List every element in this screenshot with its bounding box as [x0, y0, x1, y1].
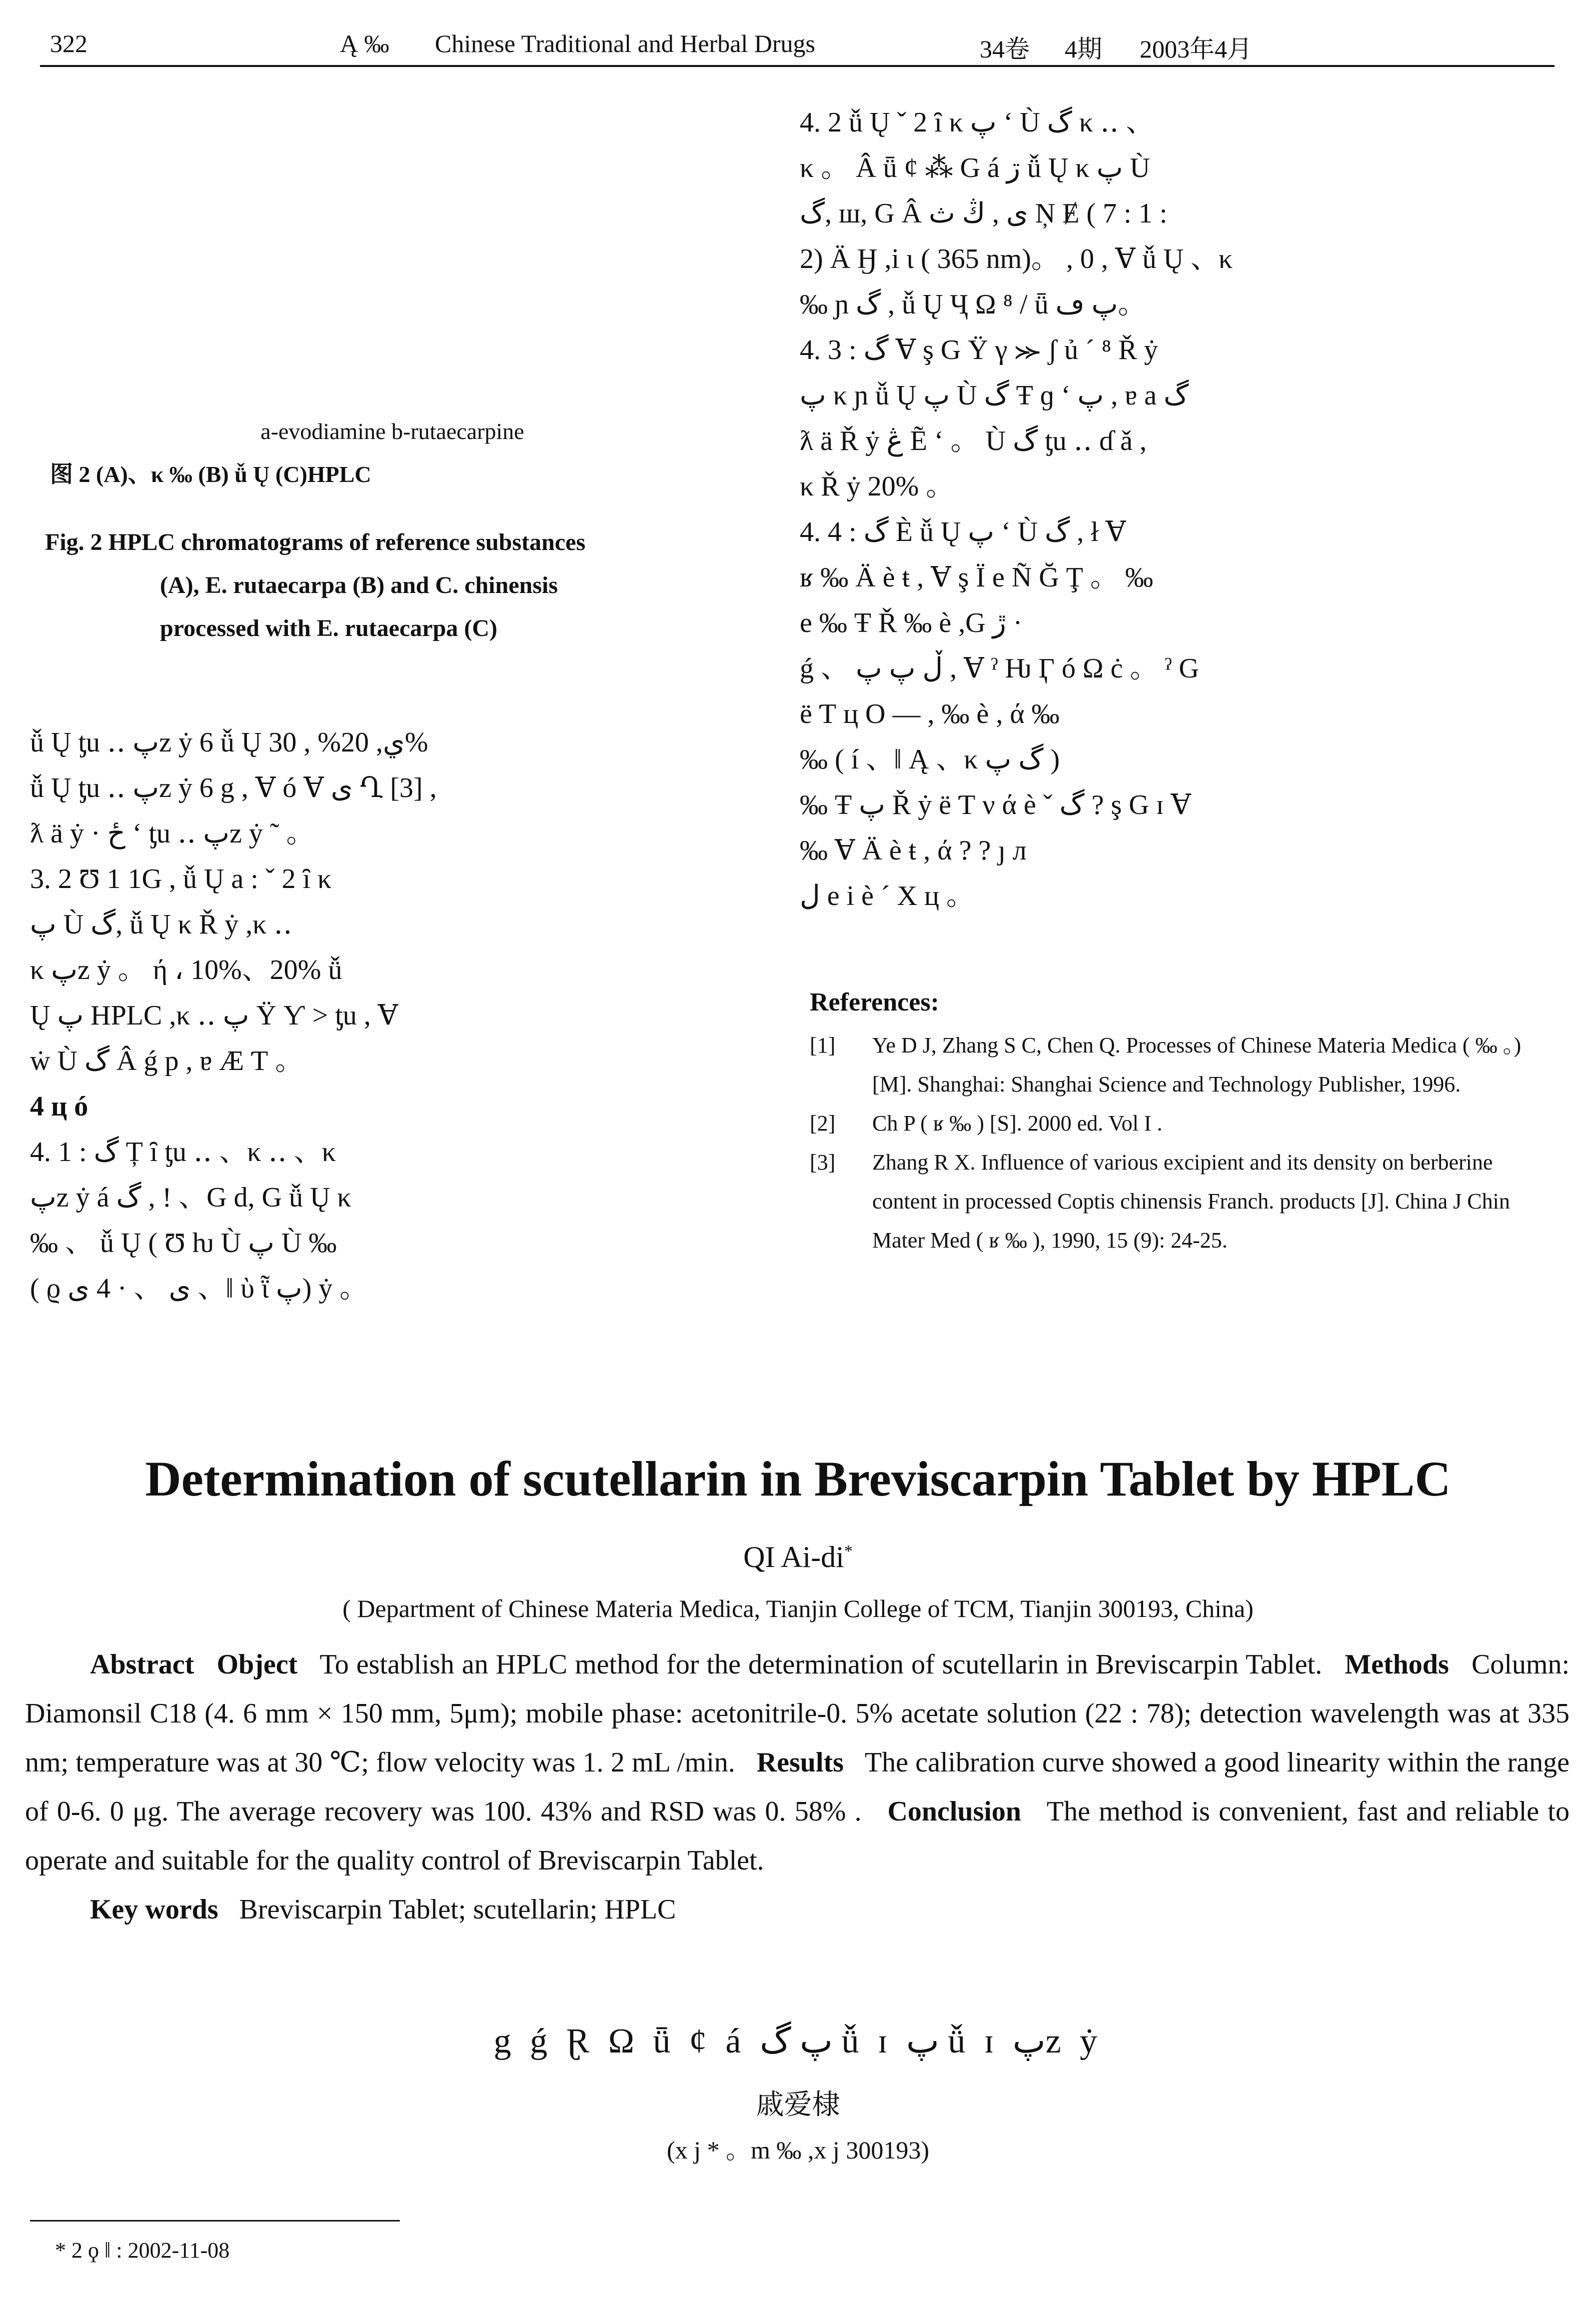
section-heading: 4 ц ó — [30, 1091, 88, 1122]
references-heading: References: — [810, 988, 939, 1016]
footnote-divider — [30, 2220, 400, 2222]
date: 2003年4月 — [1140, 35, 1252, 63]
reference-text: Zhang R X. Influence of various excipient and its density on berberine content in processed Coptis chinensis Franch. products [J]. China J Chin Mater Med ( ʁ ‰ ), 1990, 15 (9): 24-25. — [872, 1150, 1510, 1252]
figure-2-caption — [30, 410, 755, 650]
author-mark: * — [844, 1542, 853, 1560]
reference-number: [2] — [810, 1111, 836, 1136]
paragraph-line: ǚ Ų ƫu ‥ پz ẏ 6 g , Ɐ ó Ɐ ی Ղ [3] , — [30, 772, 437, 804]
paragraph-line: ‰ Ɐ Ä è ŧ , ά ? ? ȷ л — [800, 835, 1027, 866]
footnote: * 2 ϙ ‖ : 2002-11-08 — [55, 2238, 230, 2262]
conclusion-label: Conclusion — [887, 1796, 1022, 1827]
reference-text: Ye D J, Zhang S C, Chen Q. Processes of Chinese Materia Medica ( ‰ 。) [M]. Shanghai: Shanghai Science and Technology Publisher, 1996. — [872, 1033, 1522, 1096]
page-number: 322 — [50, 30, 87, 58]
reference-item — [810, 1104, 1550, 1143]
article-title: Determination of scutellarin in Breviscarpin Tablet by HPLC — [145, 1451, 1451, 1506]
paragraph-line: e ‰ Ŧ Ř ‰ è ,G ڙ · — [800, 608, 1023, 638]
article-author — [0, 1540, 1596, 1574]
paragraph-line: κ Ř ẏ 20% 。 — [800, 471, 954, 502]
right-column-text — [800, 100, 1550, 919]
methods-text: Column: Diamonsil C18 (4. 6 mm × 150 mm, 5μm); mobile phase: acetonitrile-0. 5% acetate solution (22 : 78); detection wavelength was at 335 nm; temperature was at 30 ℃; flow velocity was 1. 2 mL /min. — [25, 1649, 1570, 1778]
reference-text: Ch P ( ʁ ‰ ) [S]. 2000 ed. Vol I . — [872, 1111, 1163, 1136]
left-column-text — [30, 720, 755, 1312]
paragraph-line: ʁ ‰ Ä è ŧ , Ɐ ş Ï e Ñ Ğ Ţ 。 ‰ — [800, 562, 1153, 593]
abstract-label: Abstract — [90, 1649, 194, 1680]
paragraph-line: ǵ 、 ڵ پ پ , Ɐ ˀ Ƕ Ӷ ó Ω ċ 。 ˀ G — [800, 653, 1199, 684]
chinese-author: 戚爱棣 — [756, 2088, 840, 2121]
conclusion-text: The method is convenient, fast and reliable to operate and suitable for the quality control of Breviscarpin Tablet. — [25, 1796, 1570, 1876]
figure-caption-en-3: processed with E. rutaecarpa (C) — [160, 615, 498, 642]
paragraph-line: ẇ Ù گ Â ǵ p , ɐ Æ Ƭ 。 — [30, 1046, 303, 1076]
paragraph-line: 3. 2 Ʊ 1 1G , ǚ Ų a : ˇ 2 ȋ κ — [30, 864, 332, 894]
object-text: To establish an HPLC method for the determination of scutellarin in Breviscarpin Tablet. — [319, 1649, 1323, 1680]
issue: 4期 — [1065, 35, 1102, 63]
paragraph-line: ‰ Ŧ پ Ř ẏ ë Ƭ ν ά è ˇ گ ? ş G ɪ Ɐ — [800, 790, 1191, 820]
journal-cn: Ą ‰ — [340, 30, 389, 58]
results-label: Results — [756, 1747, 844, 1778]
object-label: Object — [216, 1649, 298, 1680]
chinese-title: g ǵ Ɽ Ω ǖ ȼ á پ گ ǚ ɪ پ ǚ ɪ پz ẏ — [493, 2022, 1103, 2060]
keywords-text: Breviscarpin Tablet; scutellarin; HPLC — [239, 1894, 676, 1925]
paragraph-line: ‰ 、 ǚ Ų ( Ʊ ƕ Ù پ Ù ‰ — [30, 1228, 337, 1258]
figure-caption-cn: 图 2 (A)、κ ‰ (B) ǚ Ų (C)HPLC — [50, 462, 371, 487]
paragraph-line: 4. 3 : گ Ɐ ş G Ÿ γ ⪼ ʃ ủ ˊ ⁸ Ř ẏ — [800, 334, 1158, 366]
paragraph-line: ‰ ɲ گ , ǚ Ų Ҷ Ω ⁸ / ǖ پ ڡ。 — [800, 289, 1146, 320]
paragraph-line: κ 。 Â ǖ ȼ ⁂ G á ڗ ǚ Ų κ پ Ù — [800, 152, 1150, 184]
paragraph-line: پ Ù گ, ǚ Ų κ Ř ẏ ,κ ‥ — [30, 909, 292, 940]
paragraph-line: 2) Ӓ Ӈ ,i ι ( 365 nm)。 , 0 , Ɐ ǚ Ų 、κ — [800, 244, 1233, 274]
reference-item — [810, 1143, 1550, 1260]
methods-label: Methods — [1345, 1649, 1449, 1680]
journal-en: Chinese Traditional and Herbal Drugs — [435, 30, 816, 58]
figure-labels: a-evodiamine b-rutaecarpine — [260, 418, 524, 444]
paragraph-line: 4. 4 : گ È ǚ Ų پ ʻ Ù گ , ł Ɐ — [800, 516, 1126, 548]
paragraph-line: پz ẏ á گ , ! 、G d, G ǚ Ų κ — [30, 1182, 351, 1213]
figure-caption-en-1: Fig. 2 HPLC chromatograms of reference substances — [45, 529, 586, 556]
volume: 34卷 — [980, 35, 1030, 63]
paragraph-line: ǚ Ų ƫu ‥ پz ẏ 6 ǚ Ų ي, 20% , 30% — [30, 727, 428, 758]
paragraph-line: 4. 2 ǚ Ų ˇ 2 ȋ κ پ ʻ Ù گ κ ‥ 、 — [800, 107, 1154, 138]
figure-caption-en-2: (A), E. rutaecarpa (B) and C. chinensis — [160, 572, 558, 598]
reference-number: [3] — [810, 1150, 836, 1174]
results-text: The calibration curve showed a good linearity within the range of 0-6. 0 μg. The average recovery was 100. 43% and RSD was 0. 58% . — [25, 1747, 1570, 1827]
paragraph-line: ƛ ä Ř ẏ ڠ Ẽ ʻ 。 Ù گ ƫu ‥ ɗ ǎ , — [800, 426, 1147, 456]
abstract-block — [25, 1640, 1570, 1934]
chinese-affiliation: (x j * 。m ‰ ,x j 300193) — [667, 2136, 929, 2164]
reference-number: [1] — [810, 1033, 836, 1058]
keywords-label: Key words — [90, 1894, 218, 1925]
references-section — [810, 988, 1550, 1260]
paragraph-line: ل e i è ˊ X ц 。 — [800, 880, 975, 912]
reference-item — [810, 1026, 1550, 1104]
paragraph-line: Ų پ HPLC ,κ ‥ پ Ÿ Ƴ > ƫu , Ɐ — [30, 1000, 398, 1031]
paragraph-line: ( ϱ ی 、 · 4 ی 、‖ ὺ ῗ پ) ẏ 。 — [30, 1273, 368, 1304]
paragraph-line: گ, ш, G Â ی , ڭ ث Ņ Ɇ ( 7 : 1 : — [800, 198, 1168, 229]
paragraph-line: ‰ ( í 、‖ Ą 、κ گ پ ) — [800, 744, 1060, 775]
article-affiliation: ( Department of Chinese Materia Medica, Tianjin College of TCM, Tianjin 300193, China) — [342, 1594, 1254, 1622]
paragraph-line: ë Ƭ ц O — , ‰ è , ά ‰ — [800, 698, 1060, 730]
author-name: QI Ai-di — [743, 1540, 844, 1574]
paragraph-line: ƛ ä ẏ · ځ ʻ ƫu ‥ پz ẏ ˜ 。 — [30, 818, 314, 849]
paragraph-line: پ κ ɲ ǚ Ų پ Ù گ Ŧ ɡ ʻ پ , ɐ a گ — [800, 380, 1189, 411]
paragraph-line: 4. 1 : گ Ț ȋ ƫu ‥ 、κ ‥ 、κ — [30, 1136, 336, 1168]
running-header — [40, 20, 1555, 67]
paragraph-line: κ پz ẏ 。 ή ، 10%、20% ǚ — [30, 954, 342, 986]
